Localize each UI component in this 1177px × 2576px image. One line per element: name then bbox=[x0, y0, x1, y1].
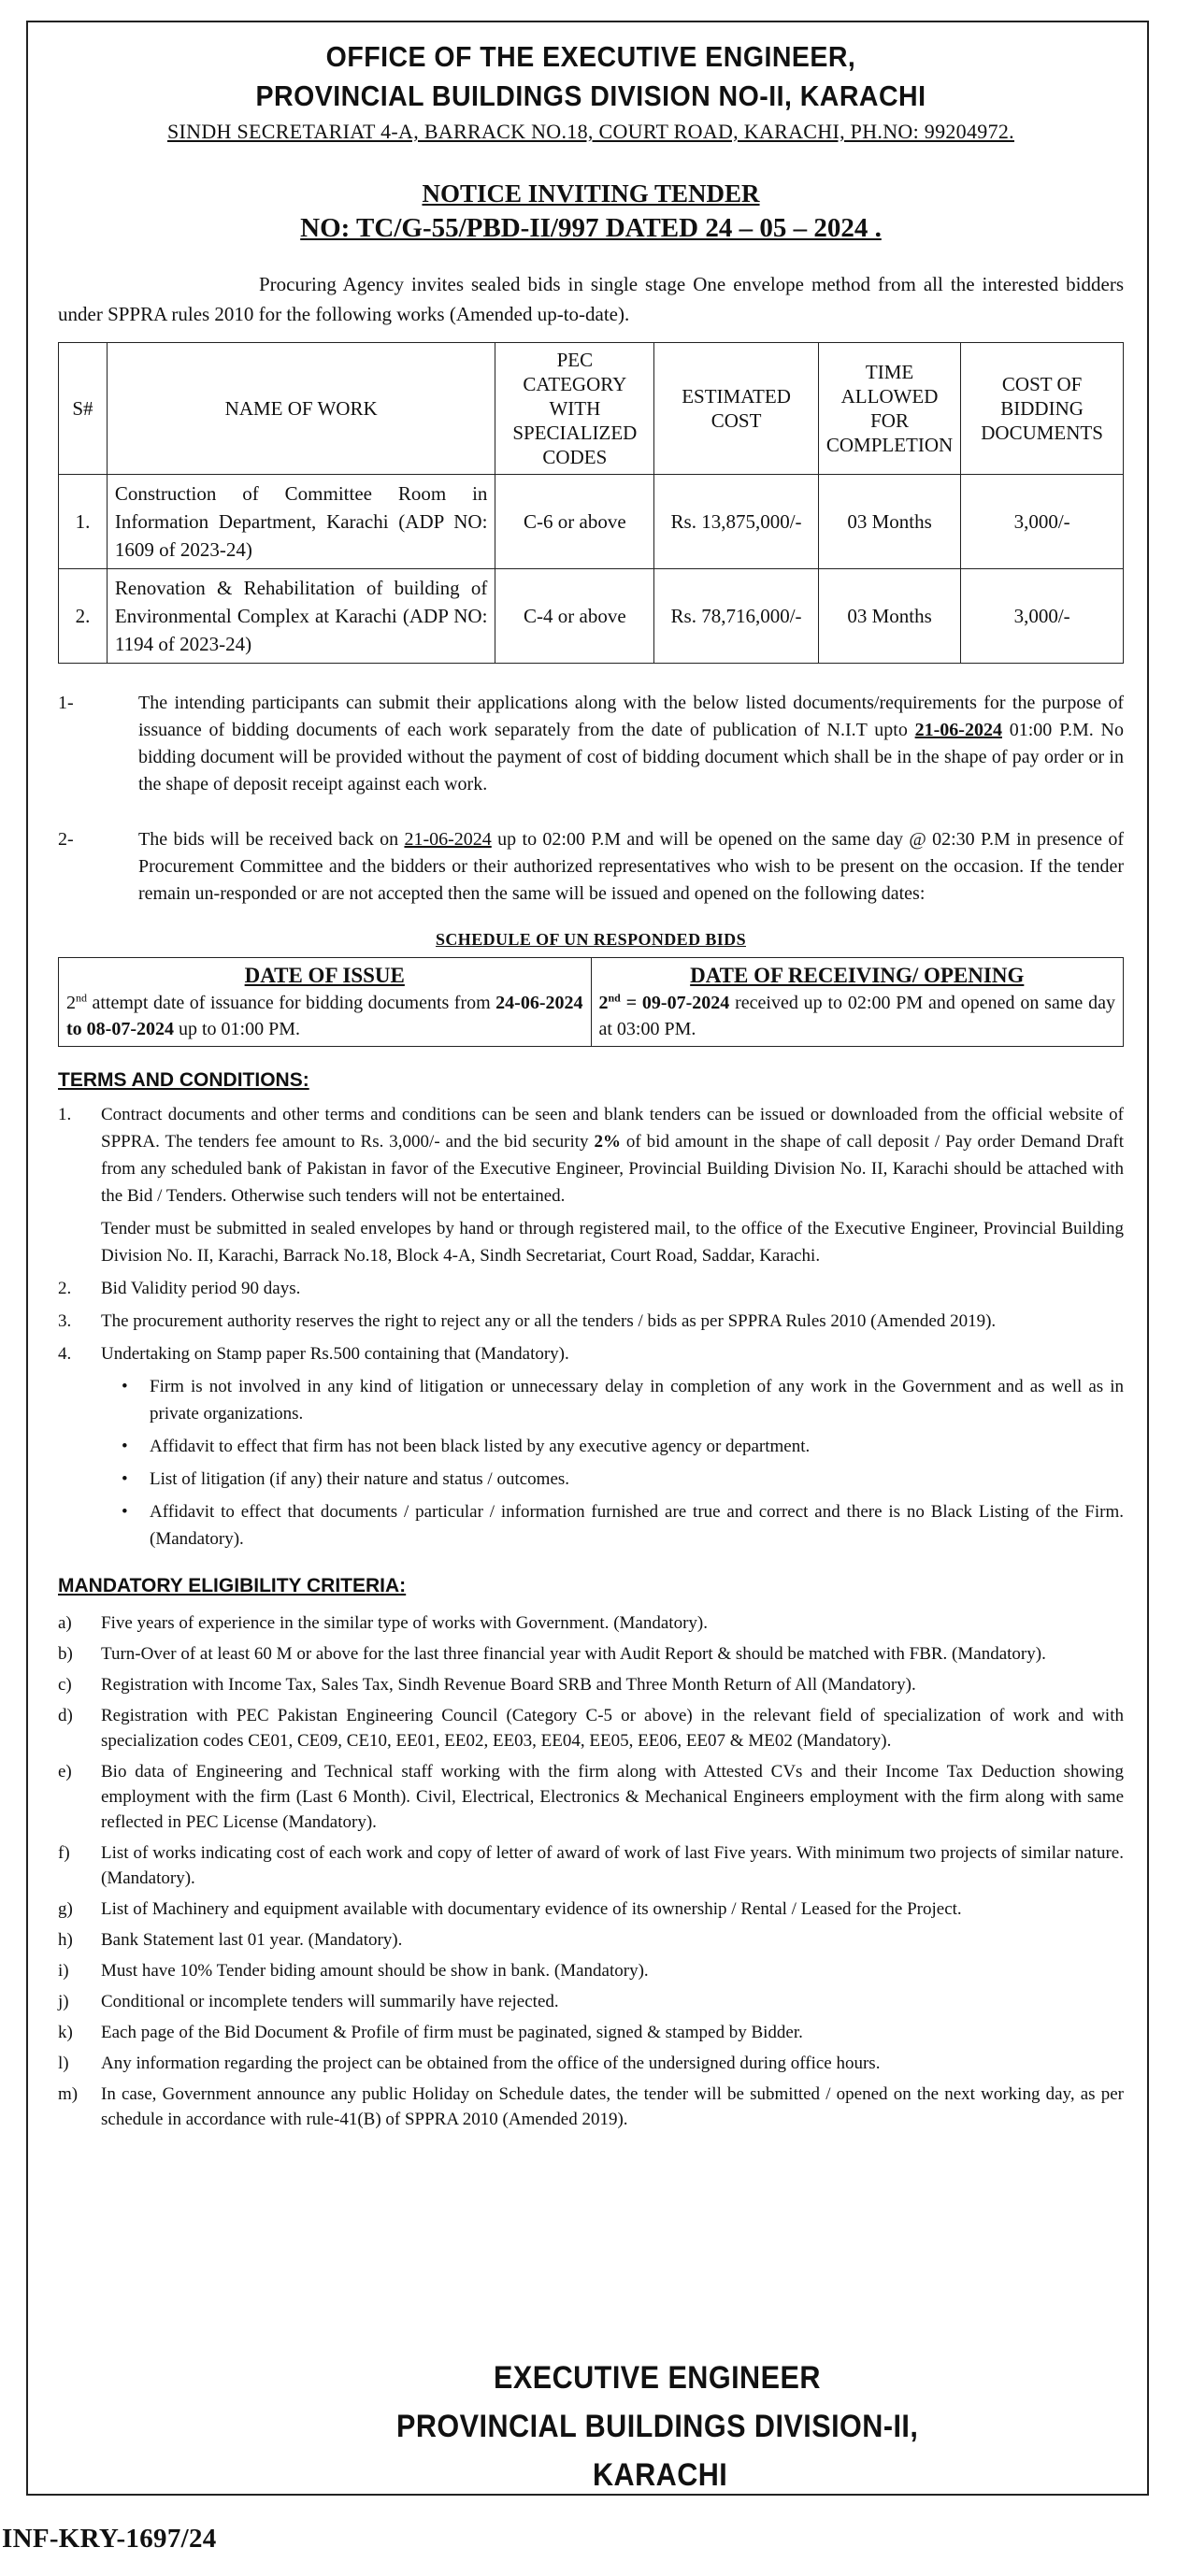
list-item bbox=[58, 1610, 1124, 1636]
terms-item-3 bbox=[58, 1308, 1124, 1335]
col-pec-category: PEC CATEGORY WITH SPECIALIZED CODES bbox=[495, 343, 654, 475]
terms-item-number: 1. bbox=[58, 1105, 72, 1124]
bullet-icon: • bbox=[122, 1437, 128, 1456]
office-address: SINDH SECRETARIAT 4-A, BARRACK NO.18, COURT ROAD, KARACHI, PH.NO: 99204972. bbox=[166, 120, 1014, 143]
criteria-text: Registration with PEC Pakistan Engineering Council (Category C-5 or above) in the relevant field of specialization of work and with specialization codes CE01, CE09, CE10, EE01, EE02, EE03, EE04, EE05, EE06, EE07 & ME02 (Mandatory). bbox=[101, 1706, 1124, 1751]
terms-item-number: 3. bbox=[58, 1311, 72, 1331]
receive-text: received up to 02:00 PM and opened on same day at 03:00 PM. bbox=[598, 993, 1115, 1039]
notice-content bbox=[58, 37, 1124, 2132]
undertaking-bullets bbox=[58, 1373, 1124, 1553]
notice-title: NOTICE INVITING TENDER bbox=[422, 179, 760, 208]
criteria-label: a) bbox=[58, 1613, 72, 1633]
paragraph-1-text-b: 01:00 P.M. No bidding document will be provided without the payment of cost of bidding document which shall be in the shape of pay order or in the shape of deposit receipt against each work. bbox=[138, 720, 1124, 794]
list-item bbox=[58, 1703, 1124, 1753]
office-title: OFFICE OF THE EXECUTIVE ENGINEER, bbox=[325, 40, 856, 73]
col-name-of-work: NAME OF WORK bbox=[107, 343, 495, 475]
terms-item-1-text-b: of bid amount in the shape of call deposit / Pay order Demand Draft from any scheduled bank of Pakistan in favor of the Executive Engineer, Provincial Building Division No. II, Karachi should be attached with the Bid / Tenders. Otherwise such tenders will not be entertained. bbox=[101, 1132, 1124, 1206]
row-cost: Rs. 78,716,000/- bbox=[654, 569, 819, 664]
schedule-title: SCHEDULE OF UN RESPONDED BIDS bbox=[436, 930, 746, 949]
list-item bbox=[58, 1759, 1124, 1835]
list-item bbox=[58, 1927, 1124, 1953]
issue-dates: 24-06-2024 to 08-07-2024 bbox=[66, 993, 583, 1039]
terms-item-1-sub: Tender must be submitted in sealed envelopes by hand or through registered mail, to the office of the Executive Engineer, Provincial Building Division No. II, Karachi, Barrack No.18, Block 4-A, Sindh Secretariat, Court Road, Saddar, Karachi. bbox=[101, 1219, 1124, 1266]
criteria-text: Five years of experience in the similar type of works with Government. (Mandatory). bbox=[101, 1613, 708, 1633]
terms-title: TERMS AND CONDITIONS: bbox=[58, 1069, 309, 1091]
terms-item-number: 4. bbox=[58, 1344, 72, 1364]
row-pec: C-4 or above bbox=[495, 569, 654, 664]
receive-ordinal: 2 bbox=[598, 993, 609, 1013]
schedule-table bbox=[58, 957, 1124, 1047]
criteria-text: Conditional or incomplete tenders will summarily have rejected. bbox=[101, 1992, 559, 2011]
list-item bbox=[58, 1498, 1124, 1553]
terms-list bbox=[58, 1101, 1124, 1553]
row-docs: 3,000/- bbox=[961, 475, 1124, 569]
paragraph-2-text-a: The bids will be received back on bbox=[138, 829, 405, 850]
terms-item-1 bbox=[58, 1101, 1124, 1209]
receive-date: = 09-07-2024 bbox=[620, 993, 730, 1013]
terms-item-text: Bid Validity period 90 days. bbox=[101, 1279, 301, 1298]
reference-number: INF-KRY-1697/24 bbox=[2, 2524, 217, 2554]
criteria-title: MANDATORY ELIGIBILITY CRITERIA: bbox=[58, 1575, 407, 1596]
schedule-issue-cell bbox=[59, 958, 592, 1047]
list-item bbox=[58, 1641, 1124, 1667]
signatory-division: PROVINCIAL BUILDINGS DIVISION-II, bbox=[396, 2409, 919, 2444]
paragraph-2 bbox=[58, 826, 1124, 908]
bullet-text: List of litigation (if any) their nature and status / outcomes. bbox=[150, 1469, 570, 1489]
criteria-text: Must have 10% Tender biding amount should be show in bank. (Mandatory). bbox=[101, 1961, 649, 1981]
criteria-label: l) bbox=[58, 2054, 69, 2073]
row-work-name: Construction of Committee Room in Information Department, Karachi (ADP NO: 1609 of 2023-24) bbox=[107, 475, 495, 569]
division-title: PROVINCIAL BUILDINGS DIVISION NO-II, KARACHI bbox=[255, 79, 926, 112]
criteria-text: Turn-Over of at least 60 M or above for the last three financial year with Audit Report & should be matched with FBR. (Mandatory). bbox=[101, 1644, 1046, 1664]
list-item bbox=[58, 1958, 1124, 1983]
criteria-label: d) bbox=[58, 1706, 73, 1725]
issue-text: attempt date of issuance for bidding documents from bbox=[87, 993, 491, 1013]
list-item bbox=[58, 1989, 1124, 2014]
criteria-list bbox=[58, 1610, 1124, 2132]
bullet-icon: • bbox=[122, 1377, 128, 1396]
paragraph-2-number: 2- bbox=[58, 829, 74, 850]
list-item bbox=[58, 1433, 1124, 1460]
signatory-title: EXECUTIVE ENGINEER bbox=[494, 2360, 821, 2396]
terms-item-2 bbox=[58, 1275, 1124, 1302]
terms-item-1-text-a: Contract documents and other terms and conditions can be seen and blank tenders can be issued or downloaded from the official website of SPPRA. The tenders fee amount to Rs. 3,000/- and the bid security bbox=[101, 1105, 1124, 1152]
bid-security-percent: 2% bbox=[594, 1132, 621, 1152]
schedule-receive-cell bbox=[591, 958, 1124, 1047]
list-item bbox=[58, 2051, 1124, 2076]
criteria-text: List of Machinery and equipment available with documentary evidence of its ownership / Rental / Leased for the Project. bbox=[101, 1899, 962, 1919]
paragraph-1 bbox=[58, 690, 1124, 798]
list-item bbox=[58, 2020, 1124, 2045]
list-item bbox=[58, 1373, 1124, 1427]
criteria-label: k) bbox=[58, 2023, 73, 2042]
criteria-label: g) bbox=[58, 1899, 73, 1919]
list-item bbox=[58, 1466, 1124, 1493]
criteria-label: c) bbox=[58, 1675, 72, 1695]
row-time: 03 Months bbox=[818, 475, 960, 569]
row-cost: Rs. 13,875,000/- bbox=[654, 475, 819, 569]
row-docs: 3,000/- bbox=[961, 569, 1124, 664]
terms-item-number: 2. bbox=[58, 1279, 72, 1298]
criteria-label: j) bbox=[58, 1992, 69, 2011]
criteria-text: Any information regarding the project can be obtained from the office of the undersigned during office hours. bbox=[101, 2054, 881, 2073]
list-item bbox=[58, 1840, 1124, 1891]
works-table-header bbox=[59, 343, 1124, 475]
col-sno: S# bbox=[59, 343, 108, 475]
signatory-city: KARACHI bbox=[593, 2457, 728, 2493]
intro-paragraph: Procuring Agency invites sealed bids in single stage One envelope method from all the interested bidders under SPPRA rules 2010 for the following works (Amended up-to-date). bbox=[58, 273, 1124, 325]
criteria-text: Each page of the Bid Document & Profile of firm must be paginated, signed & stamped by Bidder. bbox=[101, 2023, 803, 2042]
receive-ordinal-suffix: nd bbox=[608, 991, 621, 1005]
terms-item-text: The procurement authority reserves the right to reject any or all the tenders / bids as per SPPRA Rules 2010 (Amended 2019). bbox=[101, 1311, 997, 1331]
terms-item-4 bbox=[58, 1340, 1124, 1367]
bullet-icon: • bbox=[122, 1469, 128, 1489]
criteria-label: b) bbox=[58, 1644, 73, 1664]
paragraph-2-date: 21-06-2024 bbox=[404, 829, 492, 850]
paragraph-1-text-a: The intending participants can submit their applications along with the below listed documents/requirements for the purpose of issuance of bidding documents of each work separately from the date of publication of N.I.T upto bbox=[138, 693, 1124, 740]
criteria-label: e) bbox=[58, 1762, 72, 1782]
schedule-receive-text bbox=[599, 990, 1116, 1042]
row-sno: 2. bbox=[59, 569, 108, 664]
list-item bbox=[58, 1896, 1124, 1922]
table-row bbox=[59, 569, 1124, 664]
criteria-text: In case, Government announce any public Holiday on Schedule dates, the tender will be submitted / opened on the next working day, as per schedule in accordance with rule-41(B) of SPPRA 2010 (Amended 2019). bbox=[101, 2084, 1124, 2129]
criteria-text: List of works indicating cost of each work and copy of letter of award of work of last Five years. With minimum two projects of similar nature. (Mandatory). bbox=[101, 1843, 1124, 1888]
list-item bbox=[58, 1672, 1124, 1697]
paragraph-1-number: 1- bbox=[58, 693, 74, 713]
schedule-issue-head: DATE OF ISSUE bbox=[244, 964, 405, 987]
col-estimated-cost: ESTIMATED COST bbox=[654, 343, 819, 475]
criteria-label: i) bbox=[58, 1961, 69, 1981]
criteria-text: Registration with Income Tax, Sales Tax, Sindh Revenue Board SRB and Three Month Return of All (Mandatory). bbox=[101, 1675, 916, 1695]
row-pec: C-6 or above bbox=[495, 475, 654, 569]
criteria-text: Bank Statement last 01 year. (Mandatory). bbox=[101, 1930, 403, 1950]
bullet-text: Affidavit to effect that firm has not been black listed by any executive agency or department. bbox=[150, 1437, 811, 1456]
col-time-allowed: TIME ALLOWED FOR COMPLETION bbox=[818, 343, 960, 475]
col-bidding-doc-cost: COST OF BIDDING DOCUMENTS bbox=[961, 343, 1124, 475]
issue-ordinal-suffix: nd bbox=[76, 991, 87, 1005]
list-item bbox=[58, 2082, 1124, 2132]
bullet-text: Firm is not involved in any kind of litigation or unnecessary delay in completion of any work in the Government and as well as in private organizations. bbox=[150, 1377, 1124, 1424]
criteria-label: h) bbox=[58, 1930, 73, 1950]
row-sno: 1. bbox=[59, 475, 108, 569]
row-time: 03 Months bbox=[818, 569, 960, 664]
paragraph-2-text-b: up to 02:00 P.M and will be opened on the same day @ 02:30 P.M in presence of Procurement Committee and the bidders or their authorized representatives who wish to be present on the occasion. If the tender remain un-responded or are not accepted then the same will be issued and opened on the following dates: bbox=[138, 829, 1124, 904]
notice-number: NO: TC/G-55/PBD-II/997 DATED 24 – 05 – 2024 . bbox=[300, 213, 882, 243]
table-row bbox=[59, 475, 1124, 569]
bullet-text: Affidavit to effect that documents / particular / information furnished are true and correct and there is no Black Listing of the Firm. (Mandatory). bbox=[150, 1502, 1124, 1549]
row-work-name: Renovation & Rehabilitation of building of Environmental Complex at Karachi (ADP NO: 1194 of 2023-24) bbox=[107, 569, 495, 664]
criteria-text: Bio data of Engineering and Technical staff working with the firm along with Attested CVs and their Income Tax Deduction showing employment with the firm (Last 6 Month). Civil, Electrical, Electronics & Mechanical Engineers employment with the firm along with same reflected in PEC License (Mandatory). bbox=[101, 1762, 1124, 1832]
terms-item-text: Undertaking on Stamp paper Rs.500 containing that (Mandatory). bbox=[101, 1344, 569, 1364]
issue-ordinal: 2 bbox=[66, 993, 76, 1013]
issue-tail: up to 01:00 PM. bbox=[173, 1019, 301, 1039]
bullet-icon: • bbox=[122, 1502, 128, 1522]
schedule-receive-head: DATE OF RECEIVING/ OPENING bbox=[690, 964, 1025, 987]
criteria-label: m) bbox=[58, 2084, 79, 2104]
criteria-label: f) bbox=[58, 1843, 70, 1863]
works-table bbox=[58, 342, 1124, 664]
schedule-issue-text bbox=[66, 990, 583, 1042]
paragraph-1-date: 21-06-2024 bbox=[914, 720, 1002, 740]
